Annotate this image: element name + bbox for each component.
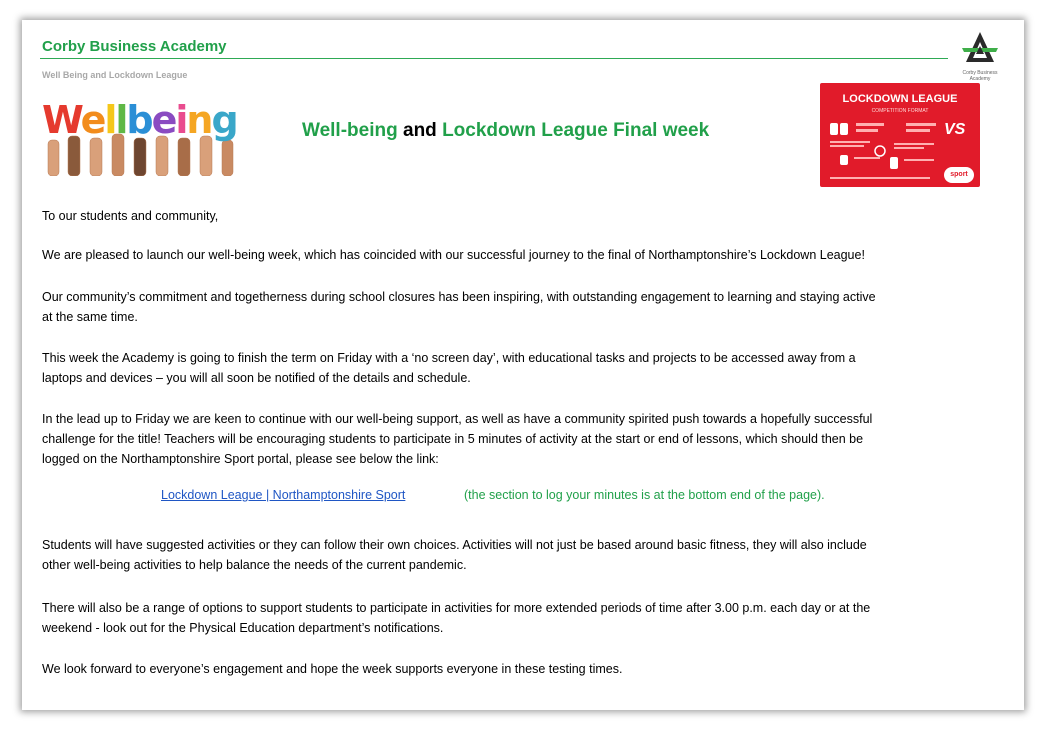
wellbeing-letter: i [175,98,187,142]
wellbeing-letter: l [104,98,116,142]
paragraph-line: In the lead up to Friday we are keen to continue with our well-being support, as well as have a community spirited push towards a hopefully successful [42,412,873,426]
paragraph-options [42,598,1002,638]
link-note: (the section to log your minutes is at the bottom end of the page). [464,488,825,502]
paragraph-line: weekend - look out for the Physical Education department’s notifications. [42,621,444,635]
paragraph-line: Students will have suggested activities or they can follow their own choices. Activities will not just be based around basic fitness, they will also include [42,538,867,552]
academy-logo-icon [958,30,1002,64]
league-card-vs: VS [944,121,966,138]
page-title [302,120,709,142]
title-wellbeing: Well-being [302,120,398,141]
wellbeing-letter: g [211,98,237,142]
document-page [22,20,1024,710]
lockdown-league-link[interactable]: Lockdown League | Northamptonshire Sport [161,488,406,502]
paragraph-line: Our community’s commitment and togetherness during school closures has been inspiring, with outstanding engagement to learning and staying active [42,290,876,304]
wellbeing-word [42,96,237,144]
paragraph-line: logged on the Northamptonshire Sport portal, please see below the link: [42,452,439,466]
wellbeing-letter: W [42,98,81,142]
lockdown-league-card [820,83,980,187]
logo-caption: Corby Business Academy [962,70,998,82]
league-card-title: LOCKDOWN LEAGUE [842,93,958,105]
paragraph-line: at the same time. [42,310,138,324]
paragraph-closing: We look forward to everyone’s engagement and hope the week supports everyone in these testing times. [42,662,623,676]
wellbeing-letter: b [126,98,152,142]
paragraph-line: challenge for the title! Teachers will be encouraging students to participate in 5 minutes of activity at the start or end of lessons, which should then be [42,432,864,446]
academy-logo [958,30,1002,82]
wellbeing-letter: n [186,98,212,142]
paragraph-lead-up [42,409,1002,469]
paragraph-line: other well-being activities to help balance the needs of the current pandemic. [42,558,467,572]
sport-badge: sport [944,167,974,183]
paragraph-line: There will also be a range of options to support students to participate in activities for more extended periods of time after 3.00 p.m. each day or at the [42,601,871,615]
wellbeing-letter: e [80,98,105,142]
document-subtitle: Well Being and Lockdown League [42,70,188,80]
paragraph-line: laptops and devices – you will all soon be notified of the details and schedule. [42,371,471,385]
paragraph-greeting: To our students and community, [42,209,219,223]
paragraph-community [42,287,1002,327]
wellbeing-letter: l [115,98,127,142]
title-lockdown: Lockdown League Final week [442,120,710,141]
school-name: Corby Business Academy [42,38,227,55]
paragraph-launch: We are pleased to launch our well-being week, which has coincided with our successful journey to the final of Northamptonshire’s Lockdown League! [42,248,865,262]
wellbeing-letter: e [151,98,176,142]
wellbeing-image [40,96,246,176]
title-and: and [397,120,443,141]
paragraph-no-screen-day [42,348,1002,388]
paragraph-activities [42,535,1002,575]
paragraph-line: This week the Academy is going to finish the term on Friday with a ‘no screen day’, with educational tasks and projects to be accessed away from a [42,351,856,365]
league-card-subtitle: COMPETITION FORMAT [871,108,929,114]
header-rule [40,58,948,59]
